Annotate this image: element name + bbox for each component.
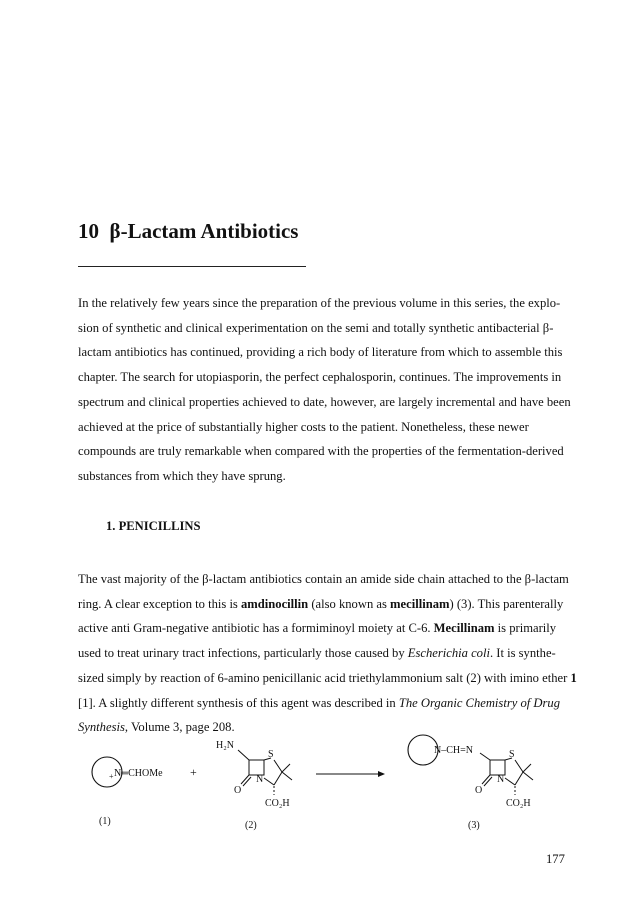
plus-charge-text: +: [109, 772, 114, 781]
body-line: [78, 567, 578, 592]
sulfur-text: S: [509, 749, 515, 760]
intro-line: achieved at the price of substantially higher costs to the patient. Nonetheless, these newer: [78, 419, 529, 434]
penicillins-paragraph: [78, 567, 578, 740]
methyl-bond: [282, 764, 290, 772]
plus-sign: +: [190, 765, 197, 779]
book-title: Synthesis: [78, 720, 125, 735]
title-rule: [78, 266, 306, 267]
intro-line: lactam antibiotics has continued, providing a rich body of literature from which to assemble this: [78, 345, 563, 360]
carbonyl-bond: [482, 775, 490, 784]
text-run: ring. A clear exception to this is: [78, 596, 241, 611]
arrow-head: [378, 771, 385, 777]
intro-line: chapter. The search for utopiasporin, the perfect cephalosporin, continues. The improvements in: [78, 370, 562, 385]
methyl-bond: [282, 772, 292, 780]
reaction-arrow: [316, 771, 385, 777]
intro-line: compounds are truly remarkable when compared with the properties of the fermentation-derived: [78, 444, 564, 459]
term-mecillinam: mecillinam: [390, 596, 450, 611]
bond: [505, 778, 515, 785]
section-heading: 1. PENICILLINS: [106, 519, 201, 533]
chome-text: ═CHOMe: [121, 768, 163, 779]
oxygen-text: O: [234, 785, 242, 796]
label-3: (3): [468, 820, 480, 831]
intro-line: substances from which they have sprung.: [78, 468, 286, 483]
methyl-bond: [523, 764, 531, 772]
chapter-number: 10: [78, 219, 99, 243]
beta-symbol: β: [109, 219, 121, 243]
text-run: The vast majority of the β-lactam antibiotics contain an amide side chain attached to the β-lactam: [78, 572, 569, 586]
body-line: [78, 616, 578, 641]
organism-name: Escherichia coli: [407, 646, 490, 661]
bond: [238, 750, 249, 760]
compound-1: [92, 757, 163, 827]
text-run: used to treat urinary tract infections, particularly those caused by: [78, 646, 408, 661]
body-line: [78, 666, 578, 691]
text-run: , Volume 3, page 208.: [124, 720, 235, 735]
label-1: (1): [99, 816, 111, 827]
amine-text: H₂N: [216, 740, 234, 751]
oxygen-text: O: [475, 785, 483, 796]
methyl-bond: [523, 772, 533, 780]
page-number: 177: [546, 852, 565, 866]
nitrogen-text: N: [256, 774, 264, 785]
carbonyl-bond: [243, 777, 251, 786]
text-run: active anti Gram-negative antibiotic has a formiminoyl moiety at C-6.: [78, 621, 434, 636]
bond: [274, 772, 282, 785]
label-2: (2): [245, 820, 257, 831]
bond: [515, 760, 523, 772]
sulfur-text: S: [268, 749, 274, 760]
body-line: [78, 641, 578, 666]
reaction-scheme: [0, 720, 636, 870]
term-mecillinam: Mecillinam: [433, 621, 495, 636]
bond: [515, 772, 523, 785]
book-title: The Organic Chemistry of Drug: [398, 695, 561, 710]
text-run: [1]. A slightly different synthesis of this agent was described in: [78, 695, 399, 710]
carbonyl-bond: [241, 775, 249, 784]
bond: [480, 753, 490, 760]
compound-ref: 1: [570, 670, 577, 685]
carboxyl-text: CO₂H: [265, 798, 290, 809]
bond: [264, 778, 274, 785]
text-run: (also known as: [308, 596, 391, 611]
chapter-title: [78, 219, 298, 244]
beta-lactam-ring: [249, 760, 264, 775]
chapter-title-text: -Lactam Antibiotics: [120, 219, 299, 243]
body-line: [78, 691, 578, 716]
text-run: . It is synthe-: [489, 646, 556, 661]
compound-2: [216, 740, 292, 831]
n-atom-text: N: [114, 768, 122, 779]
beta-lactam-ring: [490, 760, 505, 775]
intro-paragraph: [78, 291, 578, 489]
intro-line: spectrum and clinical properties achieved to date, however, are largely incremental and have been: [78, 394, 571, 409]
carboxyl-text: CO₂H: [506, 798, 531, 809]
text-run: is primarily: [494, 621, 557, 636]
intro-line: sion of synthetic and clinical experimentation on the semi and totally synthetic antibacterial β-: [78, 320, 554, 335]
text-run: ) (3). This parenterally: [449, 596, 564, 611]
bond: [274, 760, 282, 772]
nitrogen-text: N: [497, 774, 505, 785]
carbonyl-bond: [484, 777, 492, 786]
term-amdinocillin: amdinocillin: [241, 596, 309, 611]
amidine-text: N–CH=N: [434, 745, 473, 756]
compound-3: [408, 735, 533, 831]
body-line: [78, 592, 578, 617]
text-run: sized simply by reaction of 6-amino penicillanic acid triethylammonium salt (2) with imino ether: [78, 670, 571, 685]
intro-line: In the relatively few years since the preparation of the previous volume in this series, the explo-: [78, 296, 561, 310]
